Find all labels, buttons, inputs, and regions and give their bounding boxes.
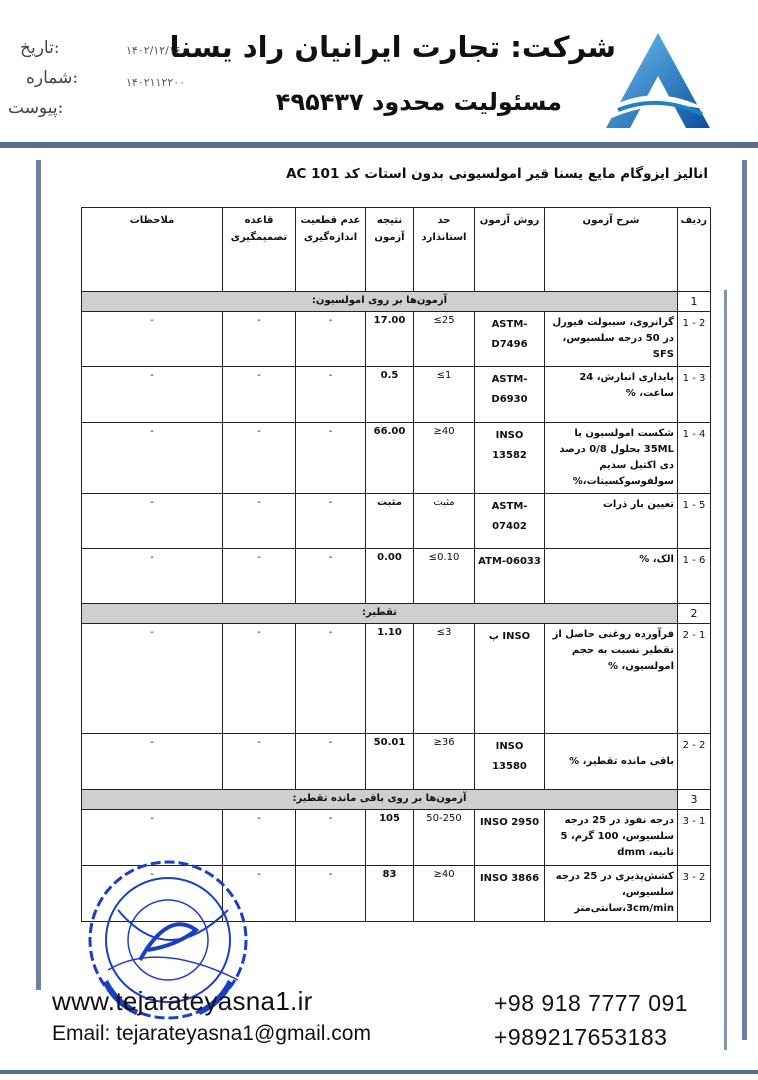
header-decision: قاعده تصمیمگیری [223,208,296,292]
header-result: نتیجه آزمون [366,208,414,292]
number-label: :شماره [26,68,79,88]
section-number: 3 [678,790,711,810]
analysis-table [81,207,711,922]
phone-number-2: +989217653183 [494,1024,668,1050]
row-uncertainty: - [296,549,366,604]
row-desc: فرآورده روغنی حاصل از تقطیر نسبت به حجم امولسیون، % [545,624,678,734]
row-result: 50.01 [366,734,414,790]
row-decision: - [223,866,296,922]
row-method: ASTM-07402 [475,494,545,549]
row-decision: - [223,624,296,734]
table-row [82,367,711,423]
right-frame-bar-inner [724,290,727,1050]
row-uncertainty: - [296,734,366,790]
row-number: 6 - 1 [678,549,711,604]
row-number: 2 - 2 [678,734,711,790]
row-notes: - [82,624,223,734]
row-decision: - [223,367,296,423]
section-title: تقطیر: [82,604,678,624]
row-method: INSO 2950 [475,810,545,866]
date-value: ۱۴۰۲/۱۲/۱۶ [126,44,181,57]
attachment-label: :پیوست [8,98,64,118]
row-result: 17.00 [366,312,414,367]
row-standard: 40≤ [414,423,475,494]
section-title: آزمون‌ها بر روی باقی مانده تقطیر: [82,790,678,810]
section-row [82,292,711,312]
row-uncertainty: - [296,494,366,549]
row-method: INSO 13582 [475,423,545,494]
section-row [82,604,711,624]
row-result: 0.5 [366,367,414,423]
row-decision: - [223,312,296,367]
company-subtitle: مسئولیت محدود ۴۹۵۴۳۷ [275,88,562,116]
row-number: 1 - 2 [678,624,711,734]
header-notes: ملاحظات [82,208,223,292]
header-uncertainty: عدم قطعیت اندازه‌گیری [296,208,366,292]
header-row: ردیف [678,208,711,292]
row-uncertainty: - [296,866,366,922]
table-row [82,734,711,790]
row-number: 5 - 1 [678,494,711,549]
row-decision: - [223,423,296,494]
row-method: ASTM-D6930 [475,367,545,423]
row-desc: شکست امولسیون با 35ML بحلول 0/8 درصد دی اکتیل سدیم سولفوسوکسینات،% [545,423,678,494]
row-uncertainty: - [296,367,366,423]
row-result: مثبت [366,494,414,549]
row-method: INSO 3866 [475,866,545,922]
section-number: 2 [678,604,711,624]
row-method: INSO پ [475,624,545,734]
email-link[interactable]: Email: tejarateyasna1@gmail.com [52,1022,371,1045]
row-desc: کشش‌پذیری در 25 درجه سلسیوس، 3cm/min،سانتی‌متر [545,866,678,922]
row-desc: گرانروی، سیبولت فیورل در 50 درجه سلسیوس، SFS [545,312,678,367]
row-standard: 50-250 [414,810,475,866]
section-row [82,790,711,810]
row-standard: مثبت [414,494,475,549]
website-link[interactable]: www.tejarateyasna1.ir [52,986,313,1016]
row-desc: باقی مانده تقطیر، % [545,734,678,790]
right-frame-bar [742,160,747,1040]
row-notes: - [82,312,223,367]
row-notes: - [82,494,223,549]
row-standard: 40≤ [414,866,475,922]
row-uncertainty: - [296,624,366,734]
row-number: 2 - 1 [678,312,711,367]
header-desc: شرح آزمون [545,208,678,292]
row-method: ASTM-D7496 [475,312,545,367]
row-decision: - [223,494,296,549]
row-standard: 3≥ [414,624,475,734]
row-desc: الک، % [545,549,678,604]
company-name: شرکت: تجارت ایرانیان راد یسنا [169,30,616,64]
row-method: INSO 13580 [475,734,545,790]
row-number: 4 - 1 [678,423,711,494]
table-header-row [82,208,711,292]
row-notes: - [82,810,223,866]
number-value: ۱۴۰۲۱۱۲۲۰۰ [126,76,186,89]
date-label: :تاریخ [20,38,60,58]
row-uncertainty: - [296,810,366,866]
company-logo [598,28,718,138]
row-uncertainty: - [296,312,366,367]
row-result: 1.10 [366,624,414,734]
header-method: روش آزمون [475,208,545,292]
row-notes: - [82,734,223,790]
row-decision: - [223,549,296,604]
document-title: انالیز ایزوگام مایع یسنا قیر امولسیونی بدون استات کد AC 101 [286,166,708,182]
row-standard: 0.10≥ [414,549,475,604]
row-number: 3 - 1 [678,367,711,423]
row-desc: پایداری انبارش، 24 ساعت، % [545,367,678,423]
row-decision: - [223,734,296,790]
row-standard: 25≥ [414,312,475,367]
table-row [82,494,711,549]
row-standard: 1≥ [414,367,475,423]
header-standard: حد استاندارد [414,208,475,292]
row-method: ATM-06033 [475,549,545,604]
row-result: 66.00 [366,423,414,494]
section-title: آزمون‌ها بر روی امولسیون: [82,292,678,312]
row-standard: 36≤ [414,734,475,790]
table-row [82,549,711,604]
row-notes: - [82,423,223,494]
row-desc: تعیین بار ذرات [545,494,678,549]
header-divider [0,142,758,148]
row-notes: - [82,866,223,922]
row-uncertainty: - [296,423,366,494]
row-desc: درجه نفوذ در 25 درجه سلسیوس، 100 گرم، 5 ثانیه، dmm [545,810,678,866]
table-row [82,423,711,494]
row-result: 0.00 [366,549,414,604]
left-frame-bar [36,160,41,990]
footer-divider [0,1070,758,1074]
phone-number-1: +98 918 7777 091 [494,990,689,1016]
row-number: 2 - 3 [678,866,711,922]
row-number: 1 - 3 [678,810,711,866]
table-row [82,624,711,734]
row-decision: - [223,810,296,866]
row-notes: - [82,549,223,604]
table-row [82,312,711,367]
row-notes: - [82,367,223,423]
section-number: 1 [678,292,711,312]
row-result: 105 [366,810,414,866]
row-result: 83 [366,866,414,922]
